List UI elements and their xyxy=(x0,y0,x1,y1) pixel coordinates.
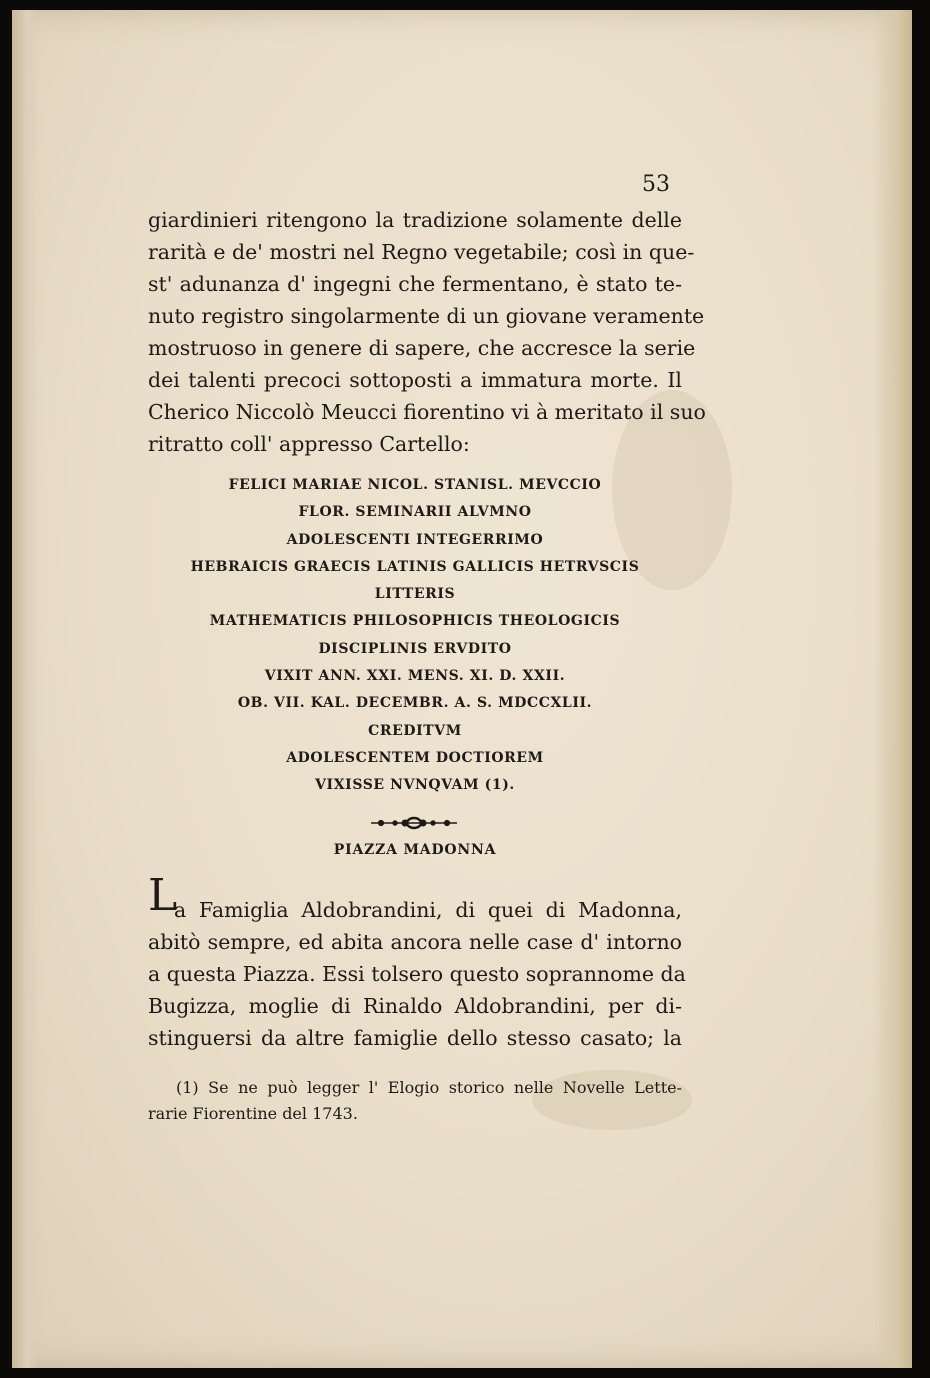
paragraph-1-line: giardinieri ritengono la tradizione solamente delle xyxy=(148,208,682,232)
epitaph-line: HEBRAICIS GRAECIS LATINIS GALLICIS HETRVSCIS xyxy=(190,558,640,575)
paragraph-1-line: st' adunanza d' ingegni che fermentano, è stato te- xyxy=(148,272,682,296)
paragraph-2-line: stinguersi da altre famiglie dello stesso casato; la xyxy=(148,1026,682,1050)
epitaph-line: MATHEMATICIS PHILOSOPHICIS THEOLOGICIS xyxy=(209,613,621,630)
page-edge-right xyxy=(872,10,912,1368)
epitaph-line: ADOLESCENTEM DOCTIOREM xyxy=(286,749,544,766)
paragraph-1-line: nuto registro singolarmente di un giovane veramente xyxy=(148,304,705,328)
footnote-line: (1) Se ne può legger l' Elogio storico nelle Novelle Lette- xyxy=(176,1078,682,1097)
page-number: 53 xyxy=(642,172,670,197)
book-page xyxy=(12,10,912,1368)
epitaph-line: LITTERIS xyxy=(374,586,456,603)
paragraph-2-first-line: a Famiglia Aldobrandini, di quei di Madonna, xyxy=(174,898,682,922)
ornament-divider-icon xyxy=(369,812,459,834)
epitaph-inscription xyxy=(148,472,682,800)
paragraph-1-line: dei talenti precoci sottoposti a immatura morte. Il xyxy=(148,368,682,392)
section-title: PIAZZA MADONNA xyxy=(333,842,497,858)
epitaph-line: OB. VII. KAL. DECEMBR. A. S. MDCCXLII. xyxy=(237,695,593,712)
paragraph-2-line: abitò sempre, ed abita ancora nelle case d' intorno xyxy=(148,930,682,954)
paragraph-1-line: mostruoso in genere di sapere, che accresce la serie xyxy=(148,336,696,360)
drop-cap: L xyxy=(148,870,178,921)
epitaph-line: CREDITVM xyxy=(368,722,462,739)
epitaph-line: VIXISSE NVNQVAM (1). xyxy=(315,777,515,794)
epitaph-line: ADOLESCENTI INTEGERRIMO xyxy=(286,531,544,548)
footnote-line: rarie Fiorentine del 1743. xyxy=(148,1104,358,1123)
epitaph-line: VIXIT ANN. XXI. MENS. XI. D. XXII. xyxy=(264,668,566,685)
paragraph-2-line: a questa Piazza. Essi tolsero questo soprannome da xyxy=(148,962,686,986)
paragraph-1-line: Cherico Niccolò Meucci fiorentino vi à meritato il suo xyxy=(148,400,706,424)
paragraph-1-line: rarità e de' mostri nel Regno vegetabile; così in que- xyxy=(148,240,695,264)
paragraph-1-line: ritratto coll' appresso Cartello: xyxy=(148,432,470,456)
epitaph-line: FLOR. SEMINARII ALVMNO xyxy=(298,504,532,521)
epitaph-line: FELICI MARIAE NICOL. STANISL. MEVCCIO xyxy=(228,477,602,493)
paragraph-2-line: Bugizza, moglie di Rinaldo Aldobrandini, per di- xyxy=(148,994,682,1018)
page-edge-left xyxy=(12,10,38,1368)
epitaph-line: DISCIPLINIS ERVDITO xyxy=(318,640,512,657)
